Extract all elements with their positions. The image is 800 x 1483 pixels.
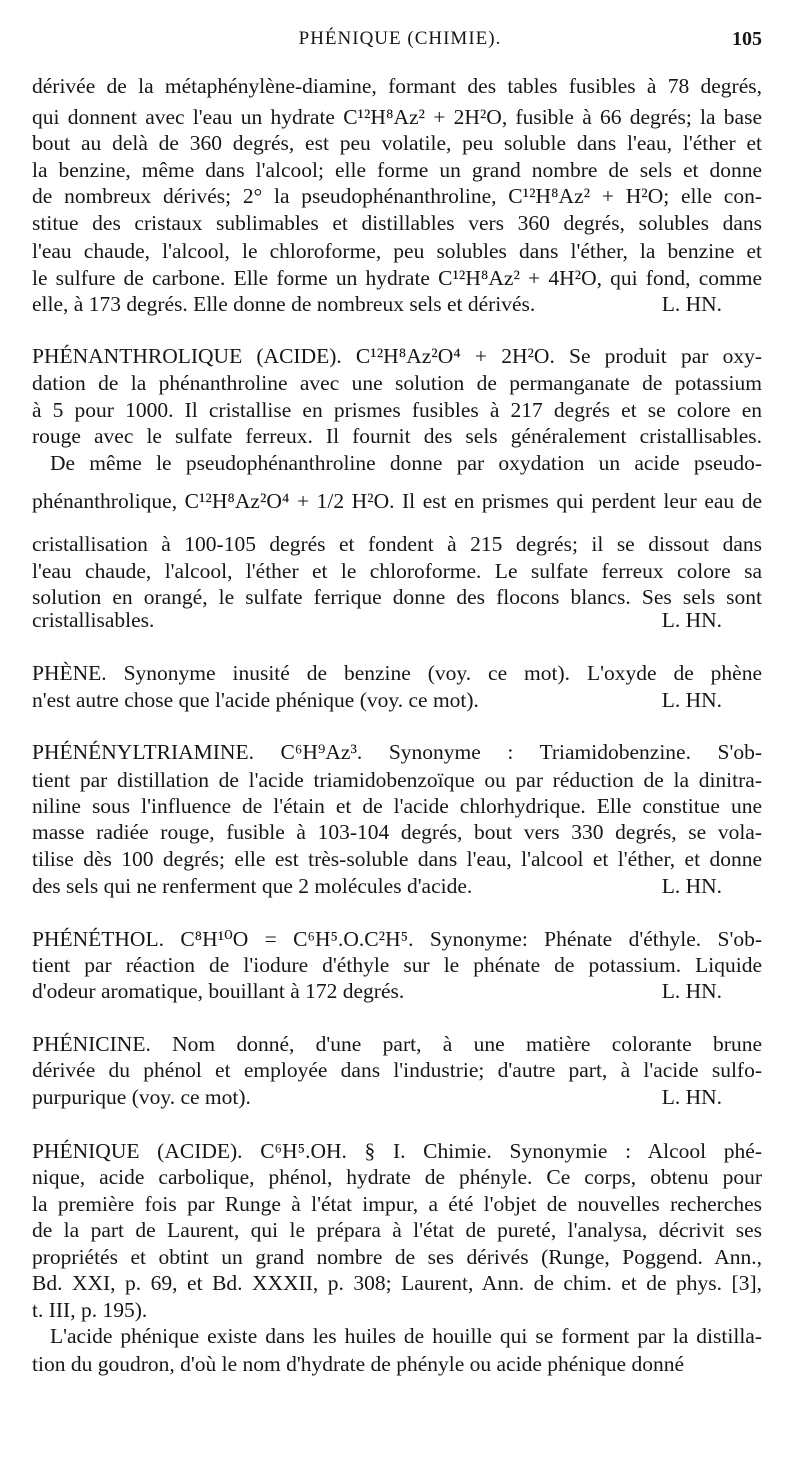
text-line: t. III, p. 195).: [32, 1298, 148, 1322]
text-line: stitue des cristaux sublimables et distillables vers 360 degrés, solubles dans: [32, 211, 762, 235]
author-signature: L. HN.: [661, 608, 722, 632]
author-signature: L. HN.: [661, 1085, 722, 1109]
author-signature: L. HN.: [661, 292, 722, 316]
text-line: à 5 pour 1000. Il cristallise en prismes fusibles à 217 degrés et se colore en: [32, 398, 762, 422]
text-line: la benzine, même dans l'alcool; elle forme un grand nombre de sels et donne: [32, 158, 762, 182]
text-line: niline sous l'influence de l'étain et de l'acide chlorhydrique. Elle constitue une: [32, 794, 762, 818]
text-line: solution en orangé, le sulfate ferrique donne des flocons blancs. Ses sels sont: [32, 585, 762, 609]
author-signature: L. HN.: [661, 688, 722, 712]
text-line: de la part de Laurent, qui le prépara à l'état de pureté, l'analysa, décrivit ses: [32, 1218, 762, 1242]
text-line: des sels qui ne renferment que 2 molécules d'acide. L. HN.: [32, 874, 722, 898]
text-line: propriétés et obtint un grand nombre de ses dérivés (Runge, Poggend. Ann.,: [32, 1245, 762, 1269]
text-line: dation de la phénanthroline avec une solution de permanganate de potassium: [32, 371, 762, 395]
text-line: rouge avec le sulfate ferreux. Il fournit des sels généralement cristallisables.: [32, 424, 762, 448]
text-line: Bd. XXI, p. 69, et Bd. XXXII, p. 308; Laurent, Ann. de chim. et de phys. [3],: [32, 1271, 762, 1295]
text-line: le sulfure de carbone. Elle forme un hydrate C¹²H⁸Az² + 4H²O, qui fond, comme: [32, 266, 762, 290]
running-head: [0, 28, 800, 58]
text-line: elle, à 173 degrés. Elle donne de nombreux sels et dérivés. L. HN.: [32, 292, 722, 316]
text-line: tilise dès 100 degrés; elle est très-soluble dans l'eau, l'alcool et l'éther, et donne: [32, 847, 762, 871]
running-title: PHÉNIQUE (CHIMIE).: [298, 28, 502, 49]
page-number: 105: [732, 28, 762, 50]
text-line: qui donnent avec l'eau un hydrate C¹²H⁸Az² + 2H²O, fusible à 66 degrés; la base: [32, 105, 762, 129]
text-line: De même le pseudophénanthroline donne par oxydation un acide pseudo-: [50, 451, 762, 475]
text-line: masse radiée rouge, fusible à 103-104 degrés, bout vers 330 degrés, se vola-: [32, 820, 762, 844]
text-line: PHÉNÉTHOL. C⁸H¹⁰O = C⁶H⁵.O.C²H⁵. Synonyme: Phénate d'éthyle. S'ob-: [32, 927, 762, 951]
text-line: tient par réaction de l'iodure d'éthyle sur le phénate de potassium. Liquide: [32, 953, 762, 977]
text-line: PHÉNÉNYLTRIAMINE. C⁶H⁹Az³. Synonyme : Triamidobenzine. S'ob-: [32, 740, 762, 764]
text-line: PHÉNANTHROLIQUE (ACIDE). C¹²H⁸Az²O⁴ + 2H²O. Se produit par oxy-: [32, 344, 762, 368]
text-line: PHÉNIQUE (ACIDE). C⁶H⁵.OH. § I. Chimie. Synonymie : Alcool phé-: [32, 1139, 762, 1163]
text-line: PHÈNE. Synonyme inusité de benzine (voy. ce mot). L'oxyde de phène: [32, 661, 762, 685]
text-line: l'eau chaude, l'alcool, l'éther et le chloroforme. Le sulfate ferreux colore sa: [32, 559, 762, 583]
text-line: purpurique (voy. ce mot). L. HN.: [32, 1085, 722, 1109]
text-line: cristallisables. L. HN.: [32, 608, 722, 632]
text-line: bout au delà de 360 degrés, est peu volatile, peu soluble dans l'eau, l'éther et: [32, 131, 762, 155]
text-line: l'eau chaude, l'alcool, le chloroforme, peu solubles dans l'éther, la benzine et: [32, 239, 762, 263]
text-line: tion du goudron, d'où le nom d'hydrate de phényle ou acide phénique donné: [32, 1352, 684, 1376]
text-line: L'acide phénique existe dans les huiles de houille qui se forment par la distilla-: [50, 1324, 762, 1348]
text-line: d'odeur aromatique, bouillant à 172 degrés. L. HN.: [32, 979, 722, 1003]
author-signature: L. HN.: [661, 979, 722, 1003]
text-line: la première fois par Runge à l'état impur, a été l'objet de nouvelles recherches: [32, 1192, 762, 1216]
text-line: dérivée du phénol et employée dans l'industrie; d'autre part, à l'acide sulfo-: [32, 1058, 762, 1082]
author-signature: L. HN.: [661, 874, 722, 898]
text-line: phénanthrolique, C¹²H⁸Az²O⁴ + 1/2 H²O. Il est en prismes qui perdent leur eau de: [32, 489, 762, 513]
text-line: nique, acide carbolique, phénol, hydrate de phényle. Ce corps, obtenu pour: [32, 1165, 762, 1189]
text-line: tient par distillation de l'acide triamidobenzoïque ou par réduction de la dinitra-: [32, 768, 762, 792]
text-line: dérivée de la métaphénylène-diamine, formant des tables fusibles à 78 degrés,: [32, 74, 762, 98]
text-line: n'est autre chose que l'acide phénique (voy. ce mot). L. HN.: [32, 688, 722, 712]
text-line: cristallisation à 100-105 degrés et fondent à 215 degrés; il se dissout dans: [32, 532, 762, 556]
text-line: de nombreux dérivés; 2° la pseudophénanthroline, C¹²H⁸Az² + H²O; elle con-: [32, 184, 762, 208]
text-line: PHÉNICINE. Nom donné, d'une part, à une matière colorante brune: [32, 1032, 762, 1056]
